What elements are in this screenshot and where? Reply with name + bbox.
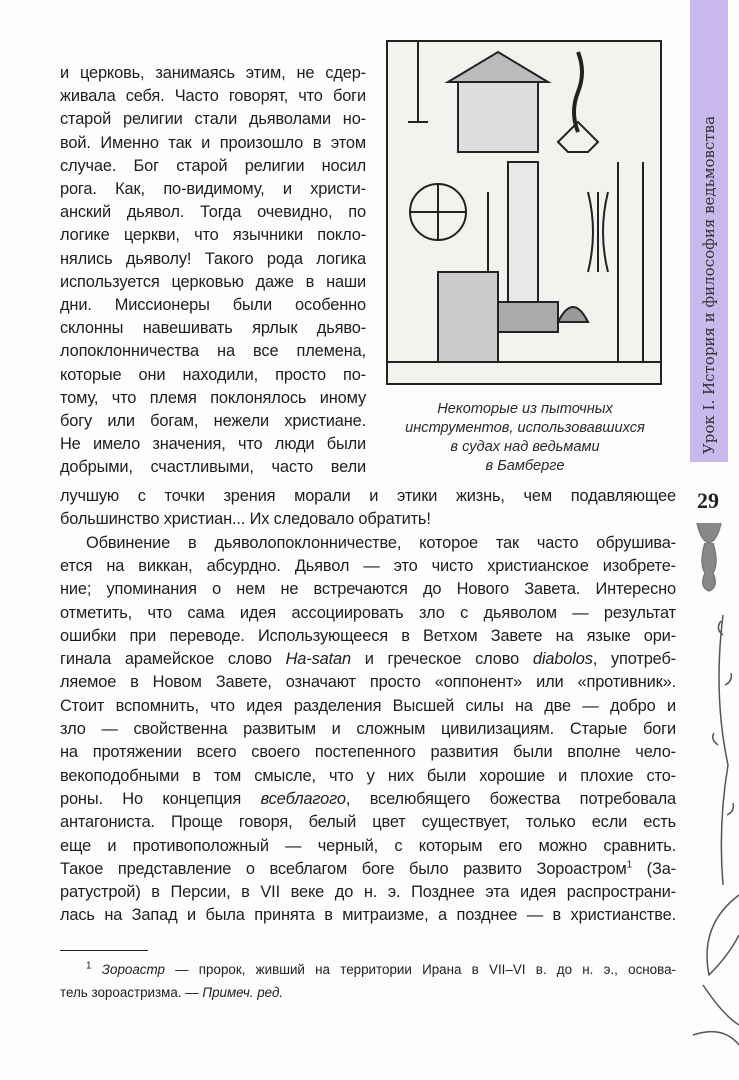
text-line (86, 532, 676, 555)
text-run: используется церковью даже в наши (60, 272, 366, 291)
text-run: (За- (632, 859, 676, 878)
text-run: лась на Запад и была принята в митраизме, а позднее — в христианстве. (60, 906, 676, 925)
text-line (60, 178, 366, 201)
italic-text: Ha-satan (285, 650, 351, 669)
caption-line: инструментов, использовавшихся (405, 420, 645, 436)
chapter-tab-label: Урок I. История и философия ведьмовства (700, 115, 718, 455)
text-run: гинала арамейское слово (60, 650, 286, 669)
italic-text: Примеч. ред. (202, 985, 284, 1000)
text-line (60, 201, 366, 224)
text-run: вой. Именно так и произошло в этом (60, 133, 366, 152)
text-run: векоподобными в том смысле, что у них были хорошие и плохие сто- (60, 766, 676, 785)
text-line (60, 85, 366, 108)
footnote-marker: 1 (86, 960, 92, 972)
text-line (60, 155, 366, 178)
text-run: тель зороастризма. — (60, 985, 203, 1000)
torture-instruments-illustration (386, 40, 662, 385)
footnote-line (86, 960, 676, 980)
text-line (60, 835, 676, 858)
text-line (60, 317, 366, 340)
text-run: еще и противоположный — черный, с которым его можно сравнить. (60, 836, 676, 855)
text-run: богу или богам, нежели христиане. (60, 412, 366, 430)
text-run: Такое представление о всеблагом боге было развито Зороастром (60, 859, 627, 878)
text-run: тому, что племя поклонялось иному (60, 388, 366, 407)
text-line (60, 294, 366, 317)
text-line (60, 555, 676, 578)
text-line (60, 602, 676, 625)
text-run: Не имело значения, что люди были (60, 435, 366, 454)
figure-caption (382, 400, 668, 476)
botanical-decoration (683, 515, 739, 1080)
text-line (60, 62, 366, 85)
text-line (60, 671, 676, 694)
text-run: склонны навешивать ярлык дьяво- (60, 319, 366, 338)
text-run: антагониста. Проще говоря, белый цвет существует, только если есть (60, 813, 676, 832)
text-run: которые они находили, просто по- (60, 365, 366, 384)
text-run: добрыми, счастливыми, часто вели (60, 458, 366, 477)
caption-line: Некоторые из пыточных (437, 401, 613, 417)
text-line (60, 387, 366, 410)
text-run: старой религии стали дьяволами но- (60, 110, 366, 129)
text-run: ратустрой) в Персии, в VII веке до н. э. Позднее эта идея распространи- (60, 883, 676, 902)
text-line (60, 271, 366, 294)
text-run (92, 962, 102, 977)
text-run: роны. Но концепция (60, 789, 261, 808)
text-line (60, 248, 366, 271)
text-run: случае. Бог старой религии носил (60, 156, 366, 175)
caption-line: в Бамберге (485, 458, 565, 474)
text-line (60, 340, 366, 363)
text-run: логике церкви, что язычники покло- (60, 226, 366, 245)
text-line (60, 410, 366, 433)
text-line (60, 625, 676, 648)
text-line (60, 456, 366, 479)
footnote-marker: 1 (626, 859, 633, 871)
text-run: зло — свойственна развитым и сложным цивилизациям. Старые боги (60, 720, 676, 738)
goddess-icon (697, 523, 721, 591)
page-number: 29 (697, 488, 719, 513)
text-run: дни. Миссионеры были особенно (60, 296, 366, 314)
text-run: , вселюбящего божества потребовала (345, 789, 676, 808)
footnote-separator (60, 950, 148, 951)
text-run: нялись дьяволу! Такого рода логика (60, 249, 366, 268)
italic-text: всеблагого (260, 789, 346, 808)
text-line (60, 881, 676, 904)
text-line (60, 485, 676, 508)
italic-text: Зороастр (101, 962, 165, 977)
text-run: ляемое в Новом Завете, означают просто «оппонент» или «противник». (60, 673, 676, 692)
text-run: лучшую с точки зрения морали и этики жизнь, чем подавляющее (60, 487, 676, 505)
text-line (60, 578, 676, 601)
text-line (60, 741, 676, 764)
footnote-line (60, 983, 283, 1003)
text-run: и церковь, занимаясь этим, не сдер- (60, 64, 366, 82)
text-line (60, 788, 676, 811)
text-run: на протяжении всего своего постепенного развития были вполне чело- (60, 743, 676, 762)
text-run: отметить, что сама идея ассоциировать зло с дьяволом — результат (60, 603, 676, 622)
text-run: Стоит вспомнить, что идея разделения Высшей силы на две — добро и (60, 696, 676, 715)
text-line (60, 904, 676, 927)
text-run: , употреб- (592, 650, 676, 669)
text-line (60, 508, 676, 531)
text-line (60, 648, 676, 671)
text-line (60, 695, 676, 718)
chapter-tab (690, 0, 728, 462)
text-line (60, 433, 366, 456)
text-run: лопоклонничества на все племена, (60, 342, 366, 361)
text-run: анский дьявол. Тогда очевидно, по (60, 203, 366, 222)
italic-text: diabolos (532, 650, 593, 669)
text-line (60, 765, 676, 788)
text-line (60, 811, 676, 834)
text-line (60, 858, 676, 881)
text-line (60, 364, 366, 387)
text-line (60, 224, 366, 247)
text-run: Обвинение в дьяволопоклонничестве, которое так часто обрушива- (86, 533, 676, 552)
text-run: живала себя. Часто говорят, что боги (60, 87, 366, 106)
text-run: большинство христиан... Их следовало обратить! (60, 510, 431, 529)
text-run: — пророк, живший на территории Ирана в VII–VI в. до н. э., основа- (164, 962, 676, 977)
text-run: ошибки при переводе. Использующееся в Ветхом Завете на языке ори- (60, 626, 676, 645)
text-run: и греческое слово (350, 650, 533, 669)
text-run: ется на виккан, абсурдно. Дьявол — это чисто христианское изобрете- (60, 556, 676, 575)
text-line (60, 108, 366, 131)
text-run: рога. Как, по-видимому, и христи- (60, 180, 366, 198)
text-line (60, 718, 676, 741)
text-run: ние; упоминания о нем не встречаются до Нового Завета. Интересно (60, 580, 676, 599)
text-line (60, 132, 366, 155)
caption-line: в судах над ведьмами (450, 439, 600, 455)
